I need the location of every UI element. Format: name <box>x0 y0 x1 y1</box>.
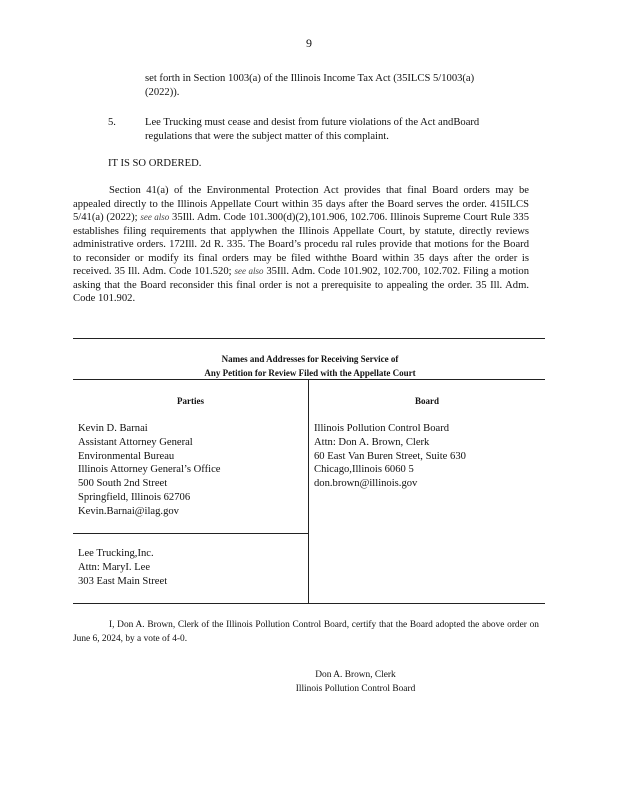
item-number: 5. <box>108 117 116 128</box>
page-number: 9 <box>306 36 312 50</box>
column-header-parties: Parties <box>177 396 204 406</box>
appeal-text-3: 35Ill. Adm. Code 101.902, 102.700, 102.702. Filing a motion asking that the Board reconsider this final order is not a prerequisite to appealing the order. 35 Ill. Adm. Code 101.902. <box>73 266 529 304</box>
board-address <box>314 422 542 491</box>
party-1-line: 500 South 2nd Street <box>78 478 168 490</box>
board-email: don.brown@illinois.gov <box>314 478 418 490</box>
party-2-line: Attn: MaryI. Lee <box>78 561 151 573</box>
certification: I, Don A. Brown, Clerk of the Illinois Pollution Control Board, certify that the Board adopted the above order on June 6, 2024, by a vote of 4-0. <box>73 620 539 644</box>
board-line: Attn: Don A. Brown, Clerk <box>314 436 430 448</box>
appeal-text-1: Section 41(a) of the Environmental Protection Act provides that final Board orders may be appealed directly to the Illinois Appellate Court within 35 days after the Board serves the order. 415ILCS 5/41(a) (2022); <box>73 185 529 223</box>
signature-block <box>268 669 443 696</box>
party-divider <box>73 533 308 534</box>
table-header-rule <box>73 379 545 380</box>
signature-name: Don A. Brown, Clerk <box>315 670 396 680</box>
table-bottom-rule <box>73 603 545 604</box>
table-title-line-1: Names and Addresses for Receiving Service of <box>221 354 399 364</box>
item-5-line-2: regulations that were the subject matter of this complaint. <box>145 130 389 142</box>
appeal-text-2: 35Ill. Adm. Code 101.300(d)(2),101.906, 102.706. Illinois Supreme Court Rule 335 establishes filing requirements that applywhen the Illinois Appellate Court, by statute, directly reviews administrative orders. 172Ill. 2d R. 335. The Board’s procedu ral rules provide that motions for the Board to reconsider or modify its final orders may be filed withthe Board within 35 days after the order is received. 35 Ill. Adm. Code 101.520; <box>73 212 530 277</box>
continuation-line-2: (2022)). <box>145 86 180 98</box>
see-also-1: see also <box>140 212 170 222</box>
item-5-line-1: Lee Trucking must cease and desist from future violations of the Act andBoard <box>145 117 480 128</box>
party-1-email: Kevin.Barnai@ilag.gov <box>78 505 179 517</box>
continuation-line-1: set forth in Section 1003(a) of the Illinois Income Tax Act (35ILCS 5/1003(a) <box>145 73 475 84</box>
party-2-address <box>78 547 303 588</box>
party-1-line: Kevin D. Barnai <box>78 423 148 434</box>
party-1-line: Illinois Attorney General’s Office <box>78 464 221 476</box>
see-also-2: see also <box>234 266 264 276</box>
party-2-line: Lee Trucking,Inc. <box>78 548 154 559</box>
column-header-board: Board <box>414 396 439 406</box>
board-line: Chicago,Illinois 6060 5 <box>314 464 414 476</box>
item-5-text <box>145 116 535 143</box>
table-column-divider <box>308 379 309 604</box>
signature-title: Illinois Pollution Control Board <box>295 683 416 694</box>
table-title <box>150 352 470 380</box>
table-top-rule <box>73 338 545 339</box>
party-1-line: Assistant Attorney General <box>78 436 193 448</box>
party-2-line: 303 East Main Street <box>78 575 168 587</box>
so-ordered: IT IS SO ORDERED. <box>108 158 202 169</box>
party-1-address <box>78 422 303 519</box>
continuation-text <box>145 72 525 99</box>
board-line: 60 East Van Buren Street, Suite 630 <box>314 450 466 462</box>
table-title-line-2: Any Petition for Review Filed with the Appellate Court <box>204 368 416 378</box>
appeal-paragraph <box>73 184 529 306</box>
party-1-line: Springfield, Illinois 62706 <box>78 491 191 503</box>
board-line: Illinois Pollution Control Board <box>314 423 450 434</box>
party-1-line: Environmental Bureau <box>78 450 175 462</box>
